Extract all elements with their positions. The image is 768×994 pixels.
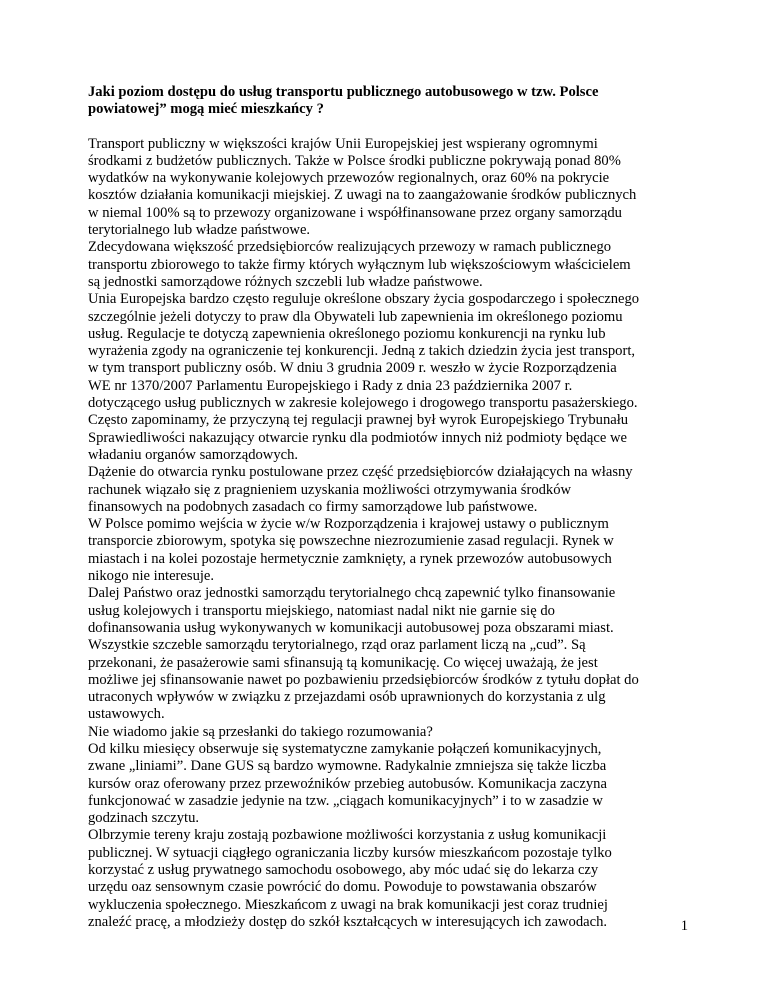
paragraph <box>88 724 688 741</box>
text-line: Transport publiczny w większości krajów Unii Europejskiej jest wspierany ogromnymi <box>88 135 598 152</box>
paragraph <box>88 464 688 516</box>
text-line: transportu zbiorowego to także firmy których wyłącznym lub większościowym właścicielem <box>88 256 631 273</box>
text-line: nikogo nie interesuje. <box>88 568 215 585</box>
text-line: możliwe jej sfinansowanie nawet po pozbawieniu przedsiębiorców środków z tytułu dopłat do <box>88 671 639 688</box>
text-line: WE nr 1370/2007 Parlamentu Europejskiego i Rady z dnia 23 października 2007 r. <box>88 377 573 394</box>
text-line: Wszystkie szczeble samorządu terytorialnego, rząd oraz parlament liczą na „cud”. Są <box>88 637 586 654</box>
text-line: funkcjonować w zasadzie jedynie na tzw. „ciągach komunikacyjnych” i to w zasadzie w <box>88 792 603 809</box>
paragraph <box>88 827 688 931</box>
text-line: Zdecydowana większość przedsiębiorców realizujących przewozy w ramach publicznego <box>88 239 612 256</box>
title-line: Jaki poziom dostępu do usług transportu publicznego autobusowego w tzw. Polsce <box>88 84 599 100</box>
text-line: przekonani, że pasażerowie sami sfinansują tą komunikację. Co więcej uważają, że jest <box>88 654 598 671</box>
paragraph <box>88 291 688 464</box>
text-line: władaniu organów samorządowych. <box>88 446 299 463</box>
text-line: wykluczenia społecznego. Mieszkańcom z uwagi na brak komunikacji jest coraz trudniej <box>88 896 608 913</box>
text-line: Dążenie do otwarcia rynku postulowane przez część przedsiębiorców działających na własny <box>88 464 633 481</box>
title-line: powiatowej” mogą mieć mieszkańcy ? <box>88 101 324 118</box>
text-line: transporcie zbiorowym, spotyka się powszechne niezrozumienie zasad regulacji. Rynek w <box>88 533 614 550</box>
text-line: rachunek wiązało się z pragnieniem uzyskania możliwości otrzymywania środków <box>88 481 572 498</box>
text-line: usług. Regulacje te dotyczą zapewnienia określonego poziomu konkurencji na rynku lub <box>88 325 606 342</box>
text-line: dotyczącego usług publicznych w zakresie kolejowego i drogowego transportu pasażerskiego. <box>88 395 638 412</box>
paragraph <box>88 585 688 723</box>
text-line: Nie wiadomo jakie są przesłanki do takiego rozumowania? <box>88 723 433 740</box>
page-number: 1 <box>680 918 688 934</box>
text-line: korzystać z usług prywatnego samochodu osobowego, aby móc udać się do lekarza czy <box>88 862 599 879</box>
text-line: Unia Europejska bardzo często reguluje określone obszary życia gospodarczego i społecznego <box>88 291 640 308</box>
paragraph-list <box>88 136 688 932</box>
text-line: godzinach szczytu. <box>88 810 200 827</box>
text-line: Dalej Państwo oraz jednostki samorządu terytorialnego chcą zapewnić tylko finansowanie <box>88 585 616 602</box>
text-line: terytorialnego lub władze państwowe. <box>88 222 311 239</box>
text-line: kursów oraz oferowany przez przewoźników przebieg autobusów. Komunikacja zaczyna <box>88 775 607 792</box>
text-line: urzędu oaz sensownym czasie powrócić do domu. Powoduje to powstawania obszarów <box>88 879 597 896</box>
text-line: Olbrzymie tereny kraju zostają pozbawione możliwości korzystania z usług komunikacji <box>88 827 607 844</box>
text-line: w niemal 100% są to przewozy organizowane i współfinansowane przez organy samorządu <box>88 204 622 221</box>
text-line: Często zapominamy, że przyczyną tej regulacji prawnej był wyrok Europejskiego Trybunału <box>88 412 629 429</box>
paragraph <box>88 516 688 585</box>
text-line: wydatków na wykonywanie kolejowych przewozów regionalnych, oraz 60% na pokrycie <box>88 170 610 187</box>
text-line: wyrażenia zgody na ograniczenie tej konkurencji. Jedną z takich dziedzin życia jest transport, <box>88 343 636 360</box>
text-line: szczególnie jeżeli dotyczy to praw dla Obywateli lub zapewnienia im określonego poziomu <box>88 308 623 325</box>
text-line: publicznej. W sytuacji ciągłego ograniczania liczby kursów mieszkańcom pozostaje tylko <box>88 844 612 861</box>
text-line: Sprawiedliwości nakazujący otwarcie rynku dla podmiotów innych niż podmioty będące we <box>88 429 627 446</box>
text-line: miastach i na kolei pozostaje hermetycznie zamknięty, a rynek przewozów autobusowych <box>88 550 612 567</box>
text-line: ustawowych. <box>88 706 165 723</box>
text-line: utraconych wpływów w związku z przejazdami osób uprawnionych do korzystania z ulg <box>88 689 606 706</box>
text-line: kosztów działania komunikacji miejskiej. Z uwagi na to zaangażowanie środków publicznych <box>88 187 637 204</box>
text-line: w tym transport publiczny osób. W dniu 3 grudnia 2009 r. weszło w życie Rozporządzenia <box>88 360 617 377</box>
text-line: finansowych na podobnych zasadach co firmy samorządowe lub państwowe. <box>88 498 538 515</box>
paragraph <box>88 741 688 827</box>
paragraph <box>88 239 688 291</box>
text-line: środkami z budżetów publicznych. Także w Polsce środki publiczne pokrywają ponad 80% <box>88 152 621 169</box>
document-title <box>88 84 688 119</box>
paragraph <box>88 136 688 240</box>
text-line: dofinansowania usług wykonywanych w komunikacji autobusowej poza obszarami miast. <box>88 619 614 636</box>
text-line: W Polsce pomimo wejścia w życie w/w Rozporządzenia i krajowej ustawy o publicznym <box>88 516 609 533</box>
text-line: Od kilku miesięcy obserwuje się systematyczne zamykanie połączeń komunikacyjnych, <box>88 740 602 757</box>
document-body <box>88 84 688 931</box>
text-line: usług kolejowych i transportu miejskiego, natomiast nadal nikt nie garnie się do <box>88 602 555 619</box>
text-line: zwane „liniami”. Dane GUS są bardzo wymowne. Radykalnie zmniejsza się także liczba <box>88 758 607 775</box>
text-line: znaleźć pracę, a młodzieży dostęp do szkół kształcących w interesujących ich zawodach. <box>88 913 608 930</box>
text-line: są jednostki samorządowe różnych szczebli lub władze państwowe. <box>88 273 483 290</box>
